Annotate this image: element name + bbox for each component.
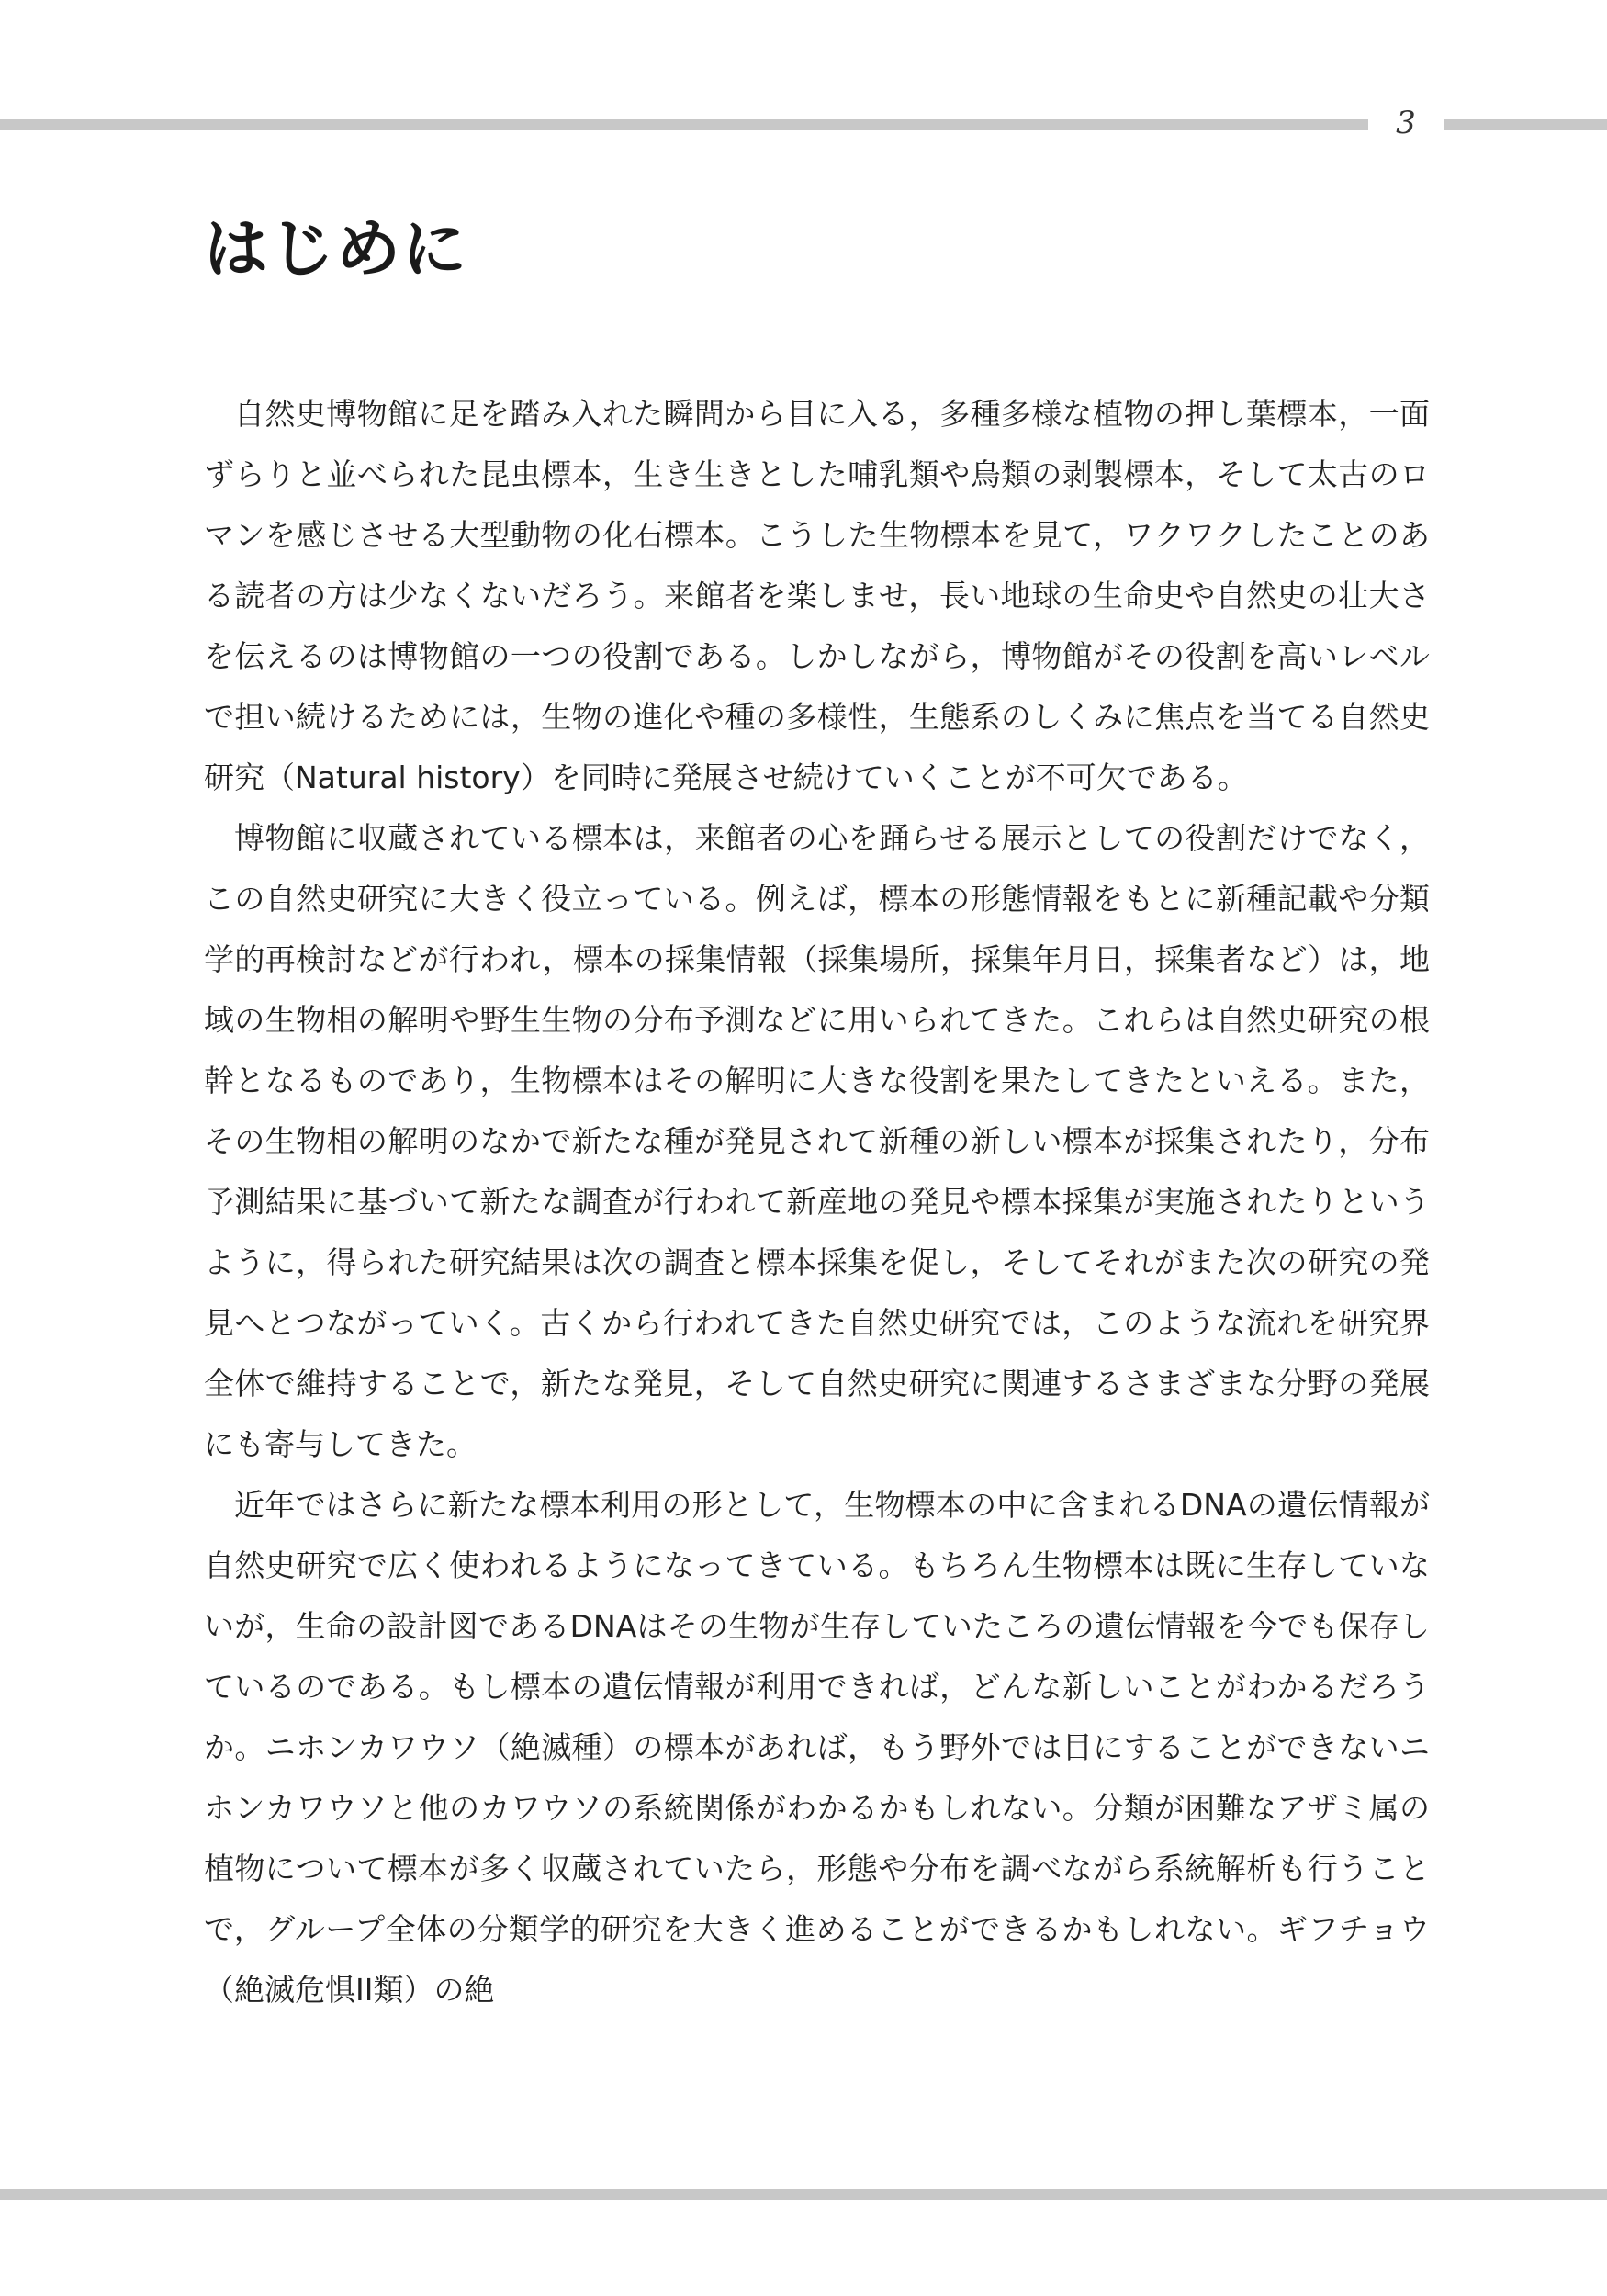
body-text xyxy=(204,384,1430,2020)
header-rule-right xyxy=(1444,119,1607,130)
header-rule-left xyxy=(0,119,1368,130)
paragraph-1: 自然史博物館に足を踏み入れた瞬間から目に入る，多種多様な植物の押し葉標本，一面ずらりと並べられた昆虫標本，生き生きとした哺乳類や鳥類の剥製標本，そして太古のロマンを感じさせる大型動物の化石標本。こうした生物標本を見て，ワクワクしたことのある読者の方は少なくないだろう。来館者を楽しませ，長い地球の生命史や自然史の壮大さを伝えるのは博物館の一つの役割である。しかしながら，博物館がその役割を高いレベルで担い続けるためには，生物の進化や種の多様性，生態系のしくみに焦点を当てる自然史研究（Natural history）を同時に発展させ続けていくことが不可欠である。 xyxy=(204,396,1431,795)
paragraph-3: 近年ではさらに新たな標本利用の形として，生物標本の中に含まれるDNAの遺伝情報が自然史研究で広く使われるようになってきている。もちろん生物標本は既に生存していないが，生命の設計図であるDNAはその生物が生存していたころの遺伝情報を今でも保存しているのである。もし標本の遺伝情報が利用できれば，どんな新しいことがわかるだろうか。ニホンカワウソ（絶滅種）の標本があれば，もう野外では目にすることができないニホンカワウソと他のカワウソの系統関係がわかるかもしれない。分類が困難なアザミ属の植物について標本が多く収蔵されていたら，形態や分布を調べながら系統解析も行うことで，グループ全体の分類学的研究を大きく進めることができるかもしれない。ギフチョウ（絶滅危惧II類）の絶 xyxy=(204,1487,1431,2008)
paragraph-2: 博物館に収蔵されている標本は，来館者の心を踊らせる展示としての役割だけでなく，この自然史研究に大きく役立っている。例えば，標本の形態情報をもとに新種記載や分類学的再検討などが行われ，標本の採集情報（採集場所，採集年月日，採集者など）は，地域の生物相の解明や野生生物の分布予測などに用いられてきた。これらは自然史研究の根幹となるものであり，生物標本はその解明に大きな役割を果たしてきたといえる。また，その生物相の解明のなかで新たな種が発見されて新種の新しい標本が採集されたり，分布予測結果に基づいて新たな調査が行われて新産地の発見や標本採集が実施されたりというように，得られた研究結果は次の調査と標本採集を促し，そしてそれがまた次の研究の発見へとつながっていく。古くから行われてきた自然史研究では，このような流れを研究界全体で維持することで，新たな発見，そして自然史研究に関連するさまざまな分野の発展にも寄与してきた。 xyxy=(204,820,1431,1462)
chapter-title: はじめに xyxy=(204,211,468,287)
page-number: 3 xyxy=(1396,105,1416,141)
footer-rule xyxy=(0,2189,1607,2200)
